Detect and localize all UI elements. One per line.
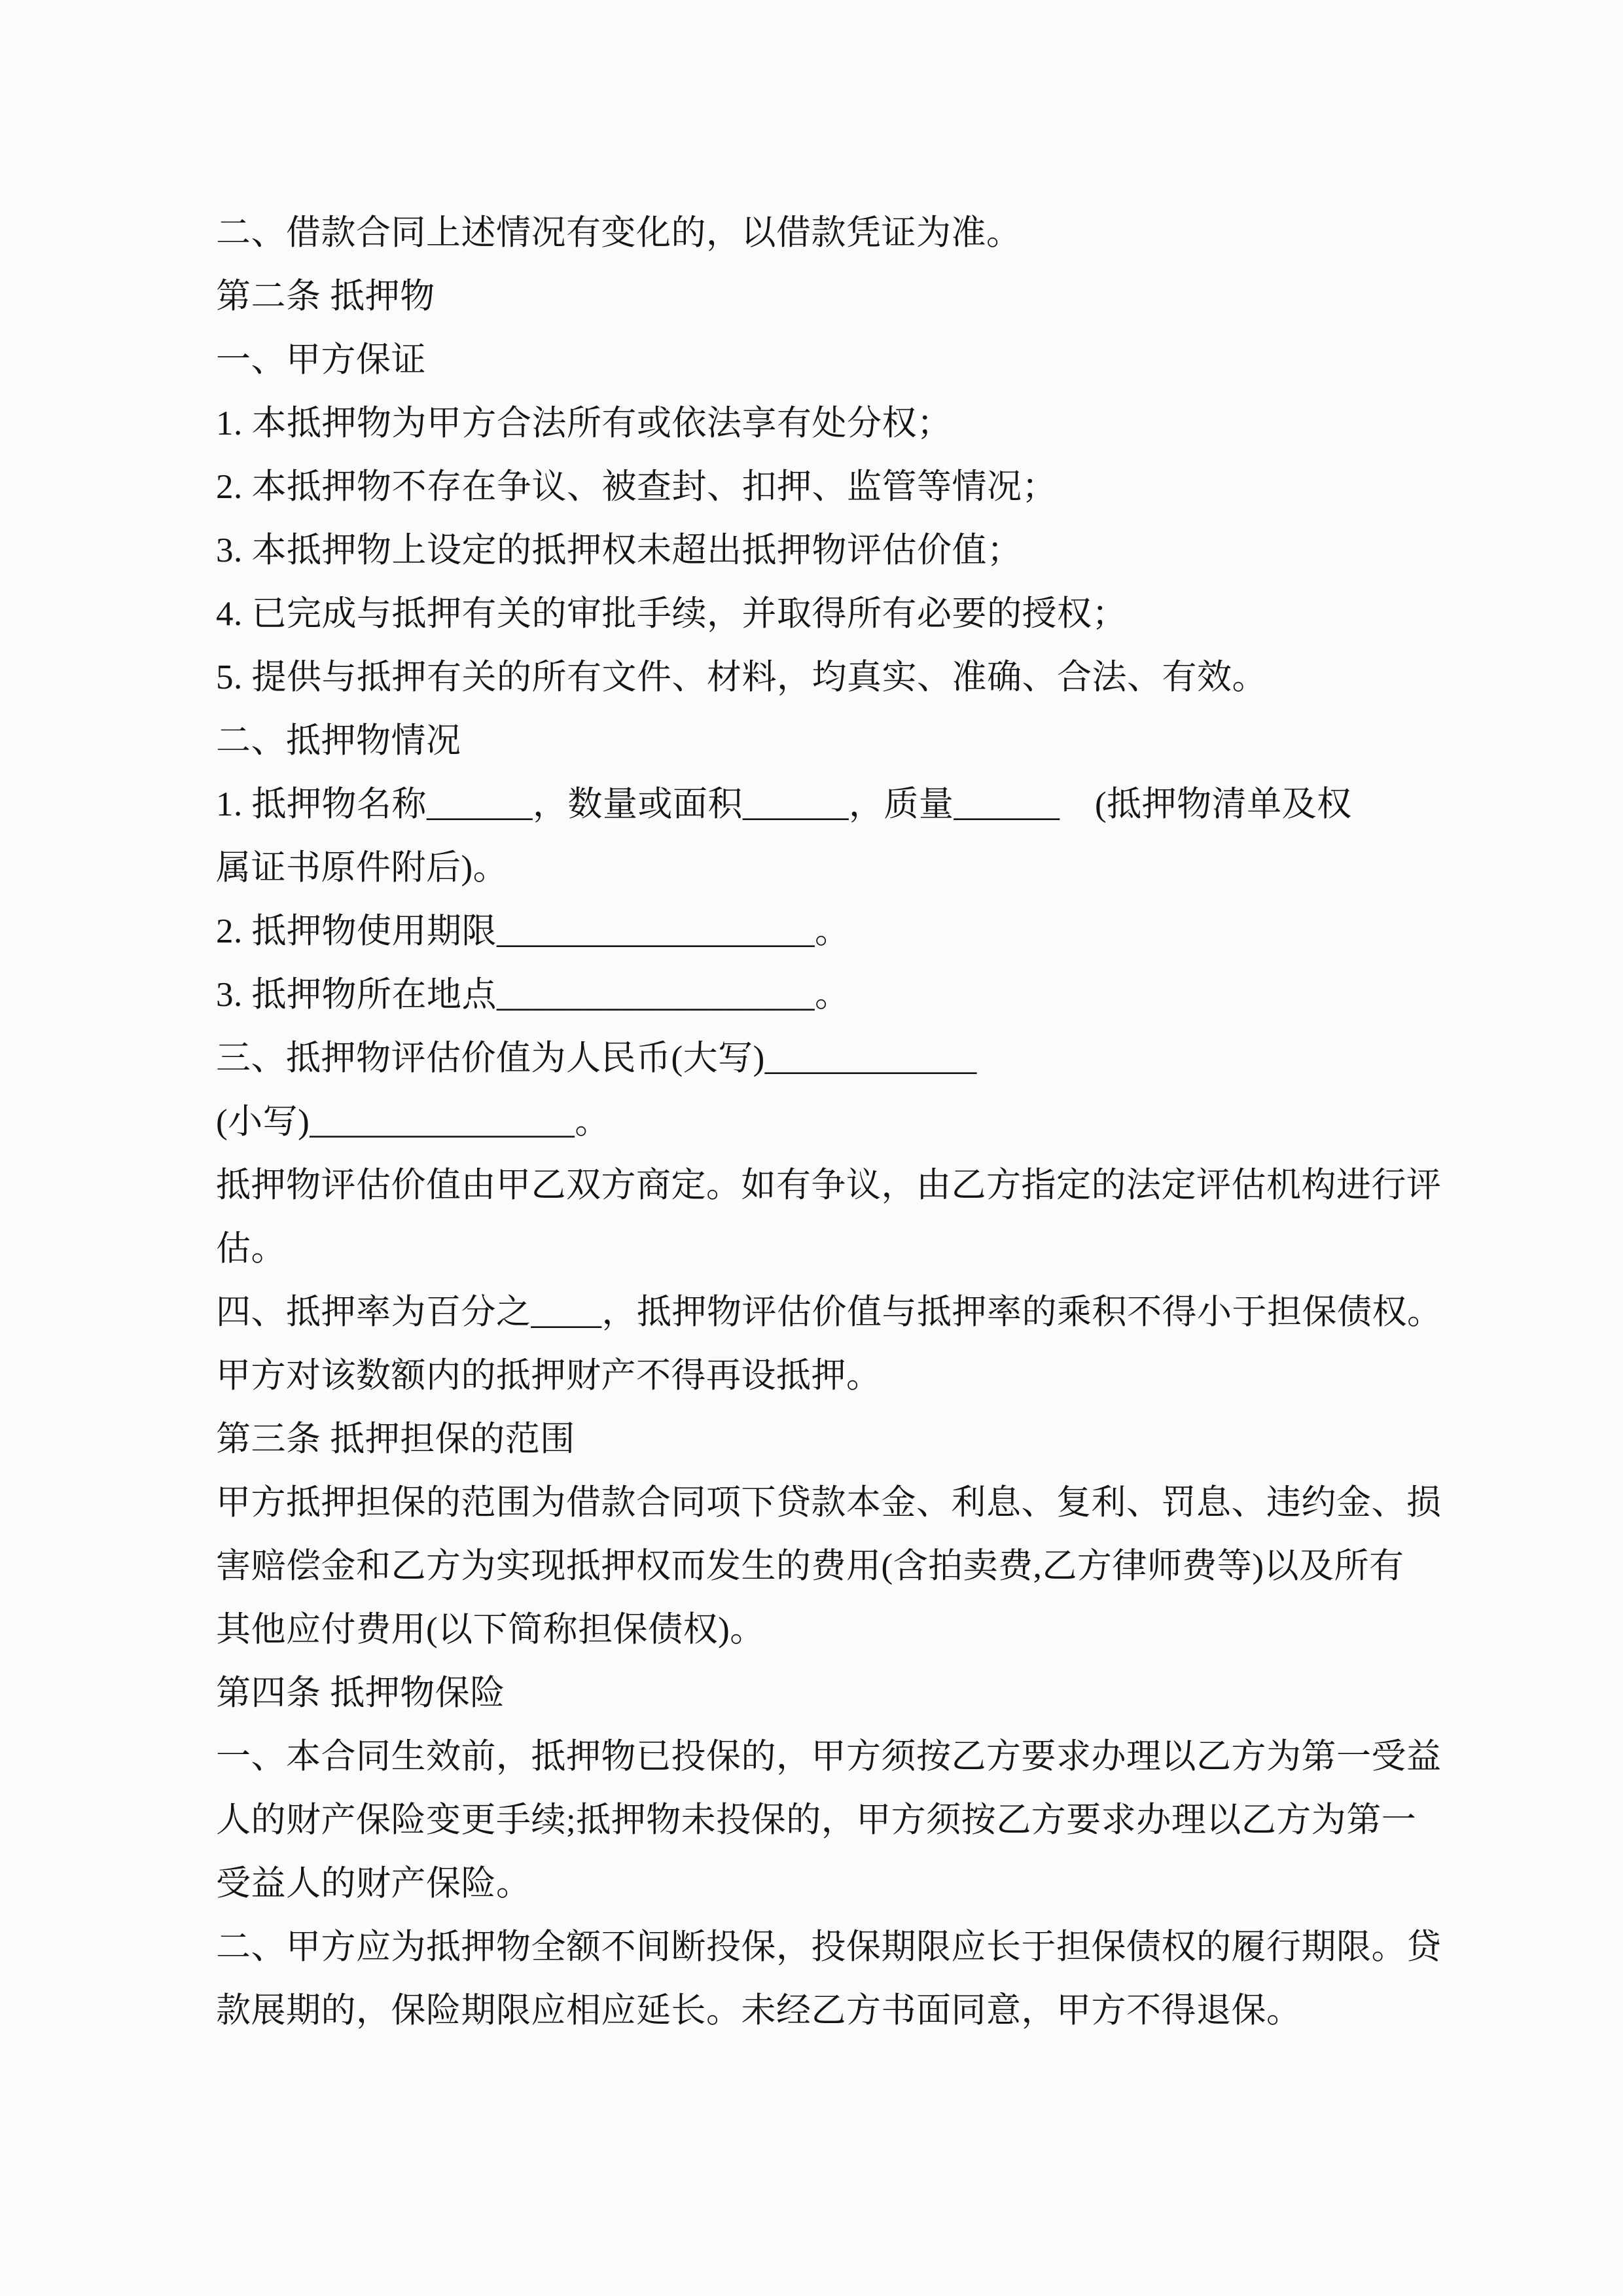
document-line: (小写)_______________。 bbox=[216, 1103, 610, 1141]
document-line: 人的财产保险变更手续;抵押物未投保的，甲方须按乙方要求办理以乙方为第一 bbox=[216, 1801, 1417, 1839]
document-line: 2. 本抵押物不存在争议、被查封、扣押、监管等情况； bbox=[216, 468, 1057, 506]
document-line: 1. 本抵押物为甲方合法所有或依法享有处分权； bbox=[216, 404, 952, 442]
document-line: 一、本合同生效前，抵押物已投保的，甲方须按乙方要求办理以乙方为第一受益 bbox=[216, 1738, 1442, 1776]
document-line: 二、借款合同上述情况有变化的，以借款凭证为准。 bbox=[216, 214, 1022, 252]
document-line: 三、抵押物评估价值为人民币(大写)____________ bbox=[216, 1039, 977, 1077]
document-line: 3. 抵押物所在地点__________________。 bbox=[216, 976, 850, 1014]
document-line: 甲方对该数额内的抵押财产不得再设抵押。 bbox=[216, 1357, 882, 1395]
document-line: 第四条 抵押物保险 bbox=[216, 1674, 505, 1712]
document-line: 甲方抵押担保的范围为借款合同项下贷款本金、利息、复利、罚息、违约金、损 bbox=[216, 1484, 1442, 1522]
document-line: 二、抵押物情况 bbox=[216, 722, 461, 760]
document-line: 5. 提供与抵押有关的所有文件、材料，均真实、准确、合法、有效。 bbox=[216, 658, 1267, 696]
contract-text-block bbox=[216, 202, 1440, 2043]
document-line: 4. 已完成与抵押有关的审批手续，并取得所有必要的授权； bbox=[216, 595, 1127, 633]
document-line: 抵押物评估价值由甲乙双方商定。如有争议，由乙方指定的法定评估机构进行评 bbox=[216, 1166, 1442, 1204]
document-line: 第二条 抵押物 bbox=[216, 278, 435, 315]
document-line: 一、甲方保证 bbox=[216, 341, 426, 379]
document-line: 其他应付费用(以下简称担保债权)。 bbox=[216, 1611, 765, 1649]
document-line: 第三条 抵押担保的范围 bbox=[216, 1420, 575, 1458]
document-line: 二、甲方应为抵押物全额不间断投保，投保期限应长于担保债权的履行期限。贷 bbox=[216, 1928, 1442, 1966]
document-line: 3. 本抵押物上设定的抵押权未超出抵押物评估价值； bbox=[216, 531, 1022, 569]
document-line: 1. 抵押物名称______，数量或面积______，质量______ (抵押物清单及权 bbox=[216, 785, 1352, 823]
document-line: 四、抵押率为百分之____，抵押物评估价值与抵押率的乘积不得小于担保债权。 bbox=[216, 1293, 1442, 1331]
document-line: 估。 bbox=[216, 1230, 286, 1268]
document-line: 款展期的，保险期限应相应延长。未经乙方书面同意，甲方不得退保。 bbox=[216, 1992, 1302, 2030]
document-line: 属证书原件附后)。 bbox=[216, 849, 508, 887]
document-line: 受益人的财产保险。 bbox=[216, 1865, 531, 1903]
document-line: 害赔偿金和乙方为实现抵押权而发生的费用(含拍卖费,乙方律师费等)以及所有 bbox=[216, 1547, 1404, 1585]
document-line: 2. 抵押物使用期限__________________。 bbox=[216, 912, 850, 950]
